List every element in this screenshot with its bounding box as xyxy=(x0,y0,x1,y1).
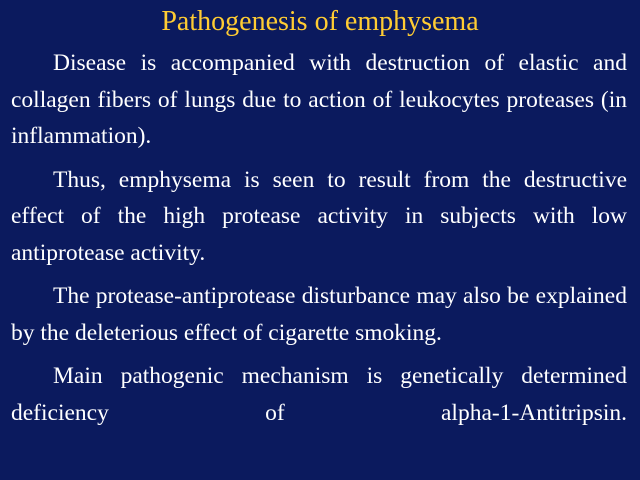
slide-body xyxy=(11,45,627,438)
paragraph-destruction-of-fibers: Disease is accompanied with destruction of elastic and collagen fibers of lungs due to action of leukocytes proteases (in inflammation). xyxy=(11,50,627,149)
paragraph-alpha-1-antitrypsin: Main pathogenic mechanism is genetically determined deficiency of alpha-1-Antitripsin. xyxy=(11,363,627,426)
paragraph-protease-activity: Thus, emphysema is seen to result from the destructive effect of the high protease activity in subjects with low antiprotease activity. xyxy=(11,166,627,266)
slide-title: Pathogenesis of emphysema xyxy=(161,6,479,37)
paragraph-cigarette-smoking: The protease-antiprotease disturbance may also be explained by the deleterious effect of cigarette smoking. xyxy=(11,283,627,346)
